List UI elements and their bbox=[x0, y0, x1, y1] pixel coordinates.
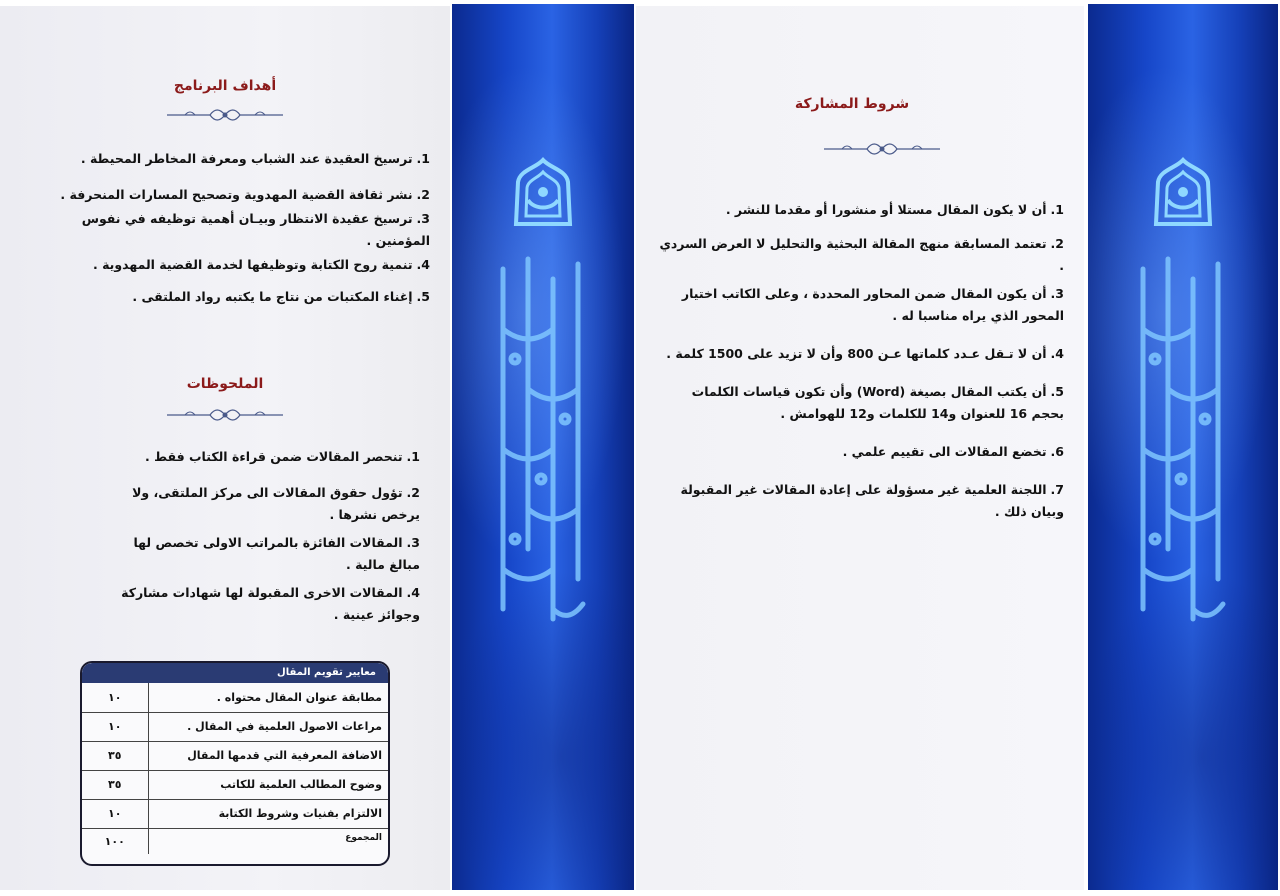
ornament-divider-icon bbox=[165, 404, 285, 426]
list-item: 3.أن يكون المقال ضمن المحاور المحددة ، وعلى الكاتب اختيار المحور الذي يراه مناسبا له . bbox=[681, 286, 1064, 323]
notes-list bbox=[100, 446, 420, 626]
middle-panel bbox=[636, 6, 1084, 890]
criteria-score: ١٠ bbox=[82, 712, 148, 741]
table-row bbox=[82, 770, 388, 799]
table-row bbox=[82, 799, 388, 828]
table-row-total bbox=[82, 828, 388, 854]
list-item: 4.تنمية روح الكتابة وتوظيفها لخدمة القضية المهدوية . bbox=[92, 257, 430, 272]
table-row bbox=[82, 741, 388, 770]
criteria-title: معايير تقويم المقال bbox=[82, 663, 388, 683]
conditions-title: شروط المشاركة bbox=[794, 96, 910, 112]
ornament-divider-icon bbox=[822, 138, 942, 160]
list-item: 3.ترسيخ عقيدة الانتظار وبيـان أهمية توظيفه في نفوس المؤمنين . bbox=[81, 211, 430, 248]
list-item: 2.تؤول حقوق المقالات الى مركز الملتقى، ولا يرخص نشرها . bbox=[132, 485, 420, 522]
criteria-label: الالتزام بفنيات وشروط الكتابة bbox=[148, 799, 388, 828]
list-item: 4.المقالات الاخرى المقبولة لها شهادات مشاركة وجوائز عينية . bbox=[121, 585, 420, 622]
notes-title: الملحوظات bbox=[186, 376, 264, 392]
criteria-label: الاضافة المعرفية التي قدمها المقال bbox=[148, 741, 388, 770]
mosque-logo-icon bbox=[498, 154, 588, 244]
list-item: 3.المقالات الفائزة بالمراتب الاولى تخصص لها مبالغ مالية . bbox=[133, 535, 420, 572]
ornament-divider-icon bbox=[165, 104, 285, 126]
left-panel bbox=[0, 6, 450, 890]
criteria-total-label: المجموع bbox=[148, 828, 388, 854]
mosque-logo-icon bbox=[1138, 154, 1228, 244]
list-item: 2.تعتمد المسابقة منهج المقالة البحثية والتحليل لا العرض السردي . bbox=[659, 236, 1064, 273]
criteria-label: مراعات الاصول العلمية في المقال . bbox=[148, 712, 388, 741]
blue-cover-strip bbox=[1088, 4, 1278, 890]
calligraphy-icon bbox=[483, 249, 603, 639]
goals-list bbox=[30, 148, 430, 308]
list-item: 2.نشر ثقافة القضية المهدوية وتصحيح المسارات المنحرفة . bbox=[60, 187, 430, 202]
calligraphy-icon bbox=[1123, 249, 1243, 639]
criteria-score: ١٠ bbox=[82, 683, 148, 712]
list-item: 5.أن يكتب المقال بصيغة (Word) وأن تكون قياسات الكلمات بحجم 16 للعنوان و14 للكلمات و12 للهوامش . bbox=[691, 384, 1064, 421]
criteria-total-score: ١٠٠ bbox=[104, 834, 125, 848]
criteria-score: ٣٥ bbox=[82, 770, 148, 799]
list-item: 7.اللجنة العلمية غير مسؤولة على إعادة المقالات غير المقبولة وبيان ذلك . bbox=[680, 482, 1064, 519]
criteria-table bbox=[80, 661, 390, 866]
goals-title: أهداف البرنامج bbox=[173, 78, 277, 94]
table-row bbox=[82, 683, 388, 712]
criteria-label: وضوح المطالب العلمية للكاتب bbox=[148, 770, 388, 799]
table-row bbox=[82, 712, 388, 741]
list-item: 1.ترسيخ العقيدة عند الشباب ومعرفة المخاطر المحيطة . bbox=[80, 151, 430, 166]
list-item: 5.إغناء المكتبات من نتاج ما يكتبه رواد الملتقى . bbox=[132, 289, 430, 304]
blue-cover-strip bbox=[452, 4, 634, 890]
list-item: 4.أن لا تـقل عـدد كلماتها عـن 800 وأن لا تزيد على 1500 كلمة . bbox=[666, 346, 1064, 361]
criteria-score: ١٠ bbox=[82, 799, 148, 828]
list-item: 6.تخضع المقالات الى تقييم علمي . bbox=[842, 444, 1064, 459]
list-item: 1.تنحصر المقالات ضمن قراءة الكتاب فقط . bbox=[144, 449, 420, 464]
conditions-list bbox=[656, 199, 1064, 523]
list-item: 1.أن لا يكون المقال مستلا أو منشورا أو مقدما للنشر . bbox=[725, 202, 1064, 217]
criteria-label: مطابقة عنوان المقال محتواه . bbox=[148, 683, 388, 712]
criteria-score: ٣٥ bbox=[82, 741, 148, 770]
